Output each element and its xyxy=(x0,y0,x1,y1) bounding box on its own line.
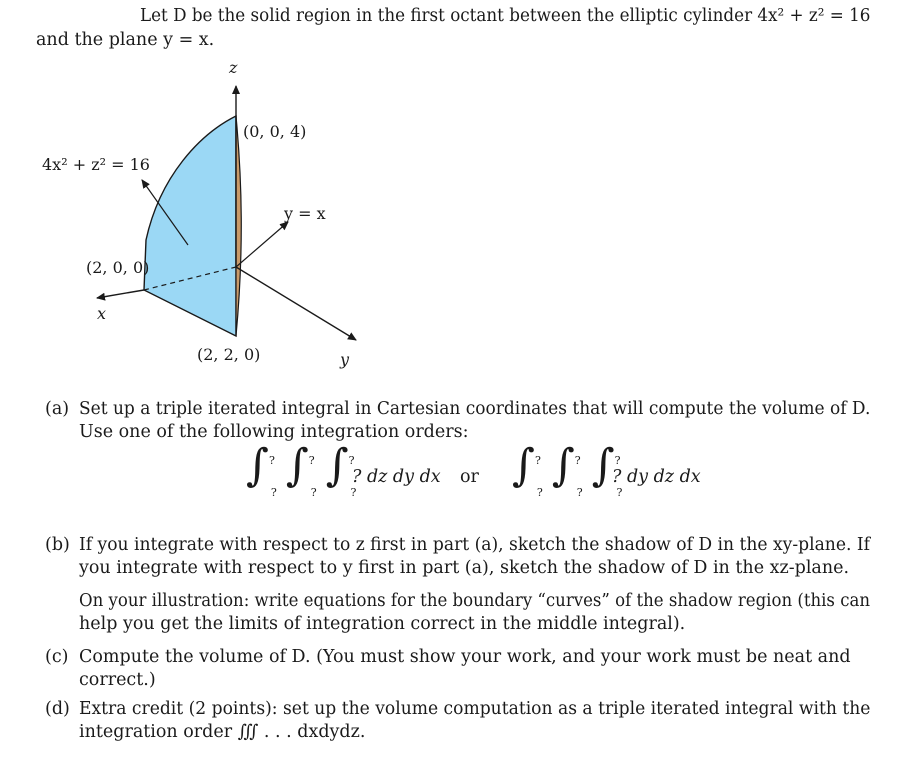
integral-sign-icon: ∫ xyxy=(551,440,575,491)
part-b-line-2: you integrate with respect to y first in part (a), sketch the shadow of D in the xz-plane. xyxy=(79,558,850,578)
part-b-line-1: If you integrate with respect to z first in part (a), sketch the shadow of D in the xy-plane. If xyxy=(79,535,870,555)
or-label: or xyxy=(460,467,479,487)
integral-sign-icon: ∫ xyxy=(512,440,535,491)
point-top-label: (0, 0, 4) xyxy=(243,122,307,141)
x-axis-label: x xyxy=(97,304,107,323)
integral-sign-icon: ∫ xyxy=(591,440,615,491)
part-d-line-2: integration order ∭ . . . dxdydz. xyxy=(79,722,366,742)
part-d-marker: (d) xyxy=(45,699,70,719)
y-axis-label: y xyxy=(340,350,350,369)
integral-sign-icon: ∫ xyxy=(325,440,349,491)
integral-order-1: $\int^?_?$ $\int^?_?$ $\int^?_?$ xyxy=(246,440,357,499)
part-a-marker: (a) xyxy=(45,399,70,419)
part-d-line-1: Extra credit (2 points): set up the volume computation as a triple iterated integral with the xyxy=(79,699,871,719)
part-c-line-1: Compute the volume of D. (You must show your work, and your work must be neat and xyxy=(79,647,851,667)
z-axis-label: z xyxy=(229,58,238,77)
x-axis xyxy=(97,290,144,298)
integral-order-1-integrand: ? dz dy dx xyxy=(352,467,441,487)
cylinder-equation-label: 4x² + z² = 16 xyxy=(42,155,150,174)
plane-label-pointer xyxy=(236,222,288,267)
plane-equation-label: y = x xyxy=(284,204,326,223)
part-c-marker: (c) xyxy=(45,647,69,667)
y-axis xyxy=(236,267,356,340)
integral-order-2: $\int^?_?$ $\int^?_?$ $\int^?_?$ xyxy=(512,440,623,499)
point-left-label: (2, 0, 0) xyxy=(86,258,150,277)
part-c-line-2: correct.) xyxy=(79,670,156,690)
integral-order-2-integrand: ? dy dz dx xyxy=(612,467,701,487)
part-b-marker: (b) xyxy=(45,535,70,555)
part-b-line-4: help you get the limits of integration correct in the middle integral). xyxy=(79,614,686,634)
integral-sign-icon: ∫ xyxy=(246,440,269,491)
plane-surface xyxy=(236,116,241,336)
point-bottom-label: (2, 2, 0) xyxy=(197,345,261,364)
intro-line-2: and the plane y = x. xyxy=(36,30,215,50)
part-a-line-2: Use one of the following integration orders: xyxy=(79,422,469,442)
cylinder-surface xyxy=(144,116,236,336)
part-b-line-3: On your illustration: write equations for the boundary “curves” of the shadow region (this can xyxy=(79,591,871,611)
intro-line-1: Let D be the solid region in the first octant between the elliptic cylinder 4x² + z² = 16 xyxy=(140,6,871,26)
part-a-line-1: Set up a triple iterated integral in Cartesian coordinates that will compute the volume of D. xyxy=(79,399,871,419)
integral-sign-icon: ∫ xyxy=(285,440,309,491)
